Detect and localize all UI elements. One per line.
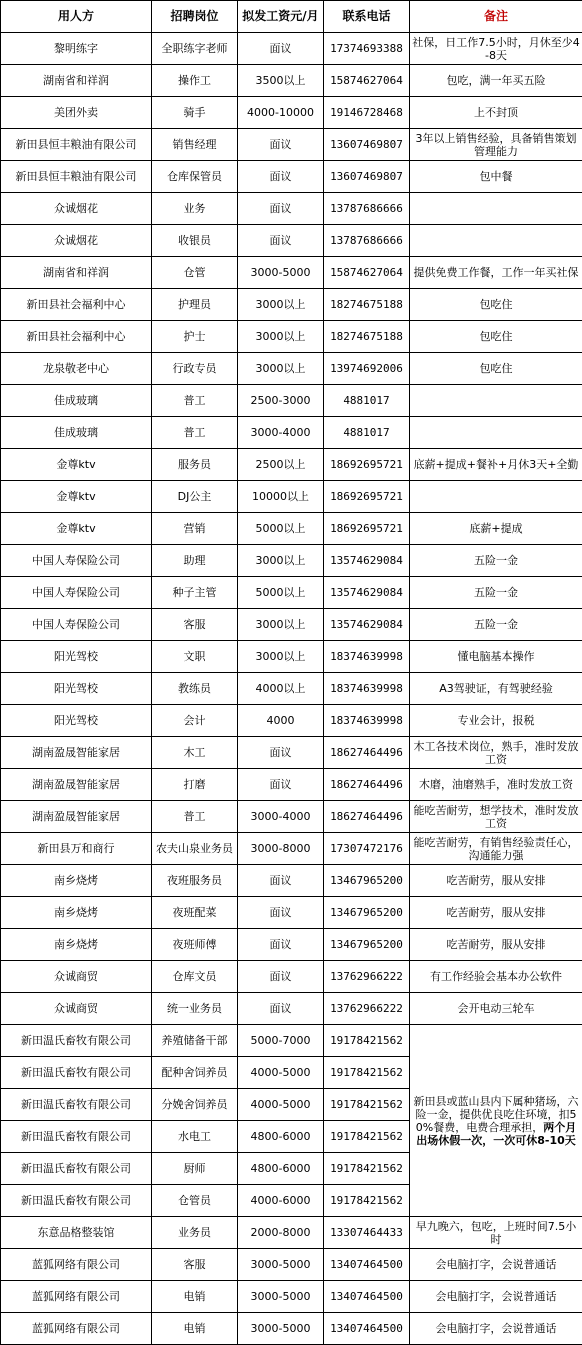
header-notes: 备注 [410, 1, 582, 33]
employer-cell: 中国人寿保险公司 [1, 609, 152, 641]
notes-cell: 五险一金 [410, 545, 582, 577]
employer-cell: 新田温氏畜牧有限公司 [1, 1153, 152, 1185]
salary-cell: 4800-6000 [238, 1121, 324, 1153]
position-cell: 夜班服务员 [152, 865, 238, 897]
position-cell: 服务员 [152, 449, 238, 481]
position-cell: 全职练字老师 [152, 33, 238, 65]
table-header [1, 1, 582, 33]
phone-cell: 18627464496 [324, 737, 410, 769]
salary-cell: 面议 [238, 929, 324, 961]
salary-cell: 3000-5000 [238, 257, 324, 289]
employer-cell: 众诚烟花 [1, 225, 152, 257]
phone-cell: 13762966222 [324, 961, 410, 993]
phone-cell: 18274675188 [324, 321, 410, 353]
employer-cell: 众诚商贸 [1, 993, 152, 1025]
salary-cell: 3500以上 [238, 65, 324, 97]
employer-cell: 新田温氏畜牧有限公司 [1, 1057, 152, 1089]
salary-cell: 2500-3000 [238, 385, 324, 417]
employer-cell: 新田县恒丰粮油有限公司 [1, 129, 152, 161]
employer-cell: 阳光驾校 [1, 705, 152, 737]
employer-cell: 金尊ktv [1, 449, 152, 481]
phone-cell: 13574629084 [324, 545, 410, 577]
employer-cell: 湖南盈晟智能家居 [1, 769, 152, 801]
notes-cell: A3驾驶证，有驾驶经验 [410, 673, 582, 705]
salary-cell: 2000-8000 [238, 1217, 324, 1249]
table-row [1, 449, 582, 481]
table-row [1, 897, 582, 929]
employer-cell: 中国人寿保险公司 [1, 545, 152, 577]
position-cell: 业务员 [152, 1217, 238, 1249]
phone-cell: 4881017 [324, 417, 410, 449]
salary-cell: 面议 [238, 225, 324, 257]
position-cell: 客服 [152, 609, 238, 641]
employer-cell: 金尊ktv [1, 513, 152, 545]
employer-cell: 湖南省和祥润 [1, 65, 152, 97]
employer-cell: 新田温氏畜牧有限公司 [1, 1025, 152, 1057]
phone-cell: 13467965200 [324, 865, 410, 897]
salary-cell: 3000-4000 [238, 801, 324, 833]
position-cell: 普工 [152, 417, 238, 449]
notes-cell: 会开电动三轮车 [410, 993, 582, 1025]
phone-cell: 13467965200 [324, 929, 410, 961]
phone-cell: 13607469807 [324, 129, 410, 161]
phone-cell: 18692695721 [324, 449, 410, 481]
position-cell: 会计 [152, 705, 238, 737]
phone-cell: 19178421562 [324, 1057, 410, 1089]
salary-cell: 3000-8000 [238, 833, 324, 865]
employer-cell: 新田县社会福利中心 [1, 321, 152, 353]
position-cell: 文职 [152, 641, 238, 673]
employer-cell: 东意品格整装馆 [1, 1217, 152, 1249]
salary-cell: 面议 [238, 193, 324, 225]
table-row [1, 929, 582, 961]
salary-cell: 3000-5000 [238, 1281, 324, 1313]
employer-cell: 湖南盈晟智能家居 [1, 801, 152, 833]
phone-cell: 18374639998 [324, 673, 410, 705]
salary-cell: 面议 [238, 865, 324, 897]
notes-cell: 包吃住 [410, 353, 582, 385]
position-cell: 种子主管 [152, 577, 238, 609]
salary-cell: 4000-10000 [238, 97, 324, 129]
position-cell: 普工 [152, 385, 238, 417]
salary-cell: 3000-5000 [238, 1249, 324, 1281]
salary-cell: 4000 [238, 705, 324, 737]
table-row [1, 33, 582, 65]
salary-cell: 面议 [238, 769, 324, 801]
phone-cell: 15874627064 [324, 257, 410, 289]
notes-cell: 专业会计，报税 [410, 705, 582, 737]
employer-cell: 蓝狐网络有限公司 [1, 1249, 152, 1281]
table-row [1, 577, 582, 609]
table-row [1, 1217, 582, 1249]
salary-cell: 面议 [238, 161, 324, 193]
salary-cell: 5000以上 [238, 513, 324, 545]
salary-cell: 面议 [238, 897, 324, 929]
phone-cell: 19178421562 [324, 1153, 410, 1185]
salary-cell: 面议 [238, 961, 324, 993]
salary-cell: 4000-6000 [238, 1185, 324, 1217]
phone-cell: 17374693388 [324, 33, 410, 65]
table-row [1, 129, 582, 161]
table-row [1, 833, 582, 865]
position-cell: 配种舍饲养员 [152, 1057, 238, 1089]
phone-cell: 13574629084 [324, 577, 410, 609]
position-cell: 骑手 [152, 97, 238, 129]
table-row [1, 481, 582, 513]
employer-cell: 新田温氏畜牧有限公司 [1, 1089, 152, 1121]
employer-cell: 蓝狐网络有限公司 [1, 1313, 152, 1345]
salary-cell: 3000以上 [238, 353, 324, 385]
notes-cell: 会电脑打字，会说普通话 [410, 1281, 582, 1313]
salary-cell: 2500以上 [238, 449, 324, 481]
table-row [1, 609, 582, 641]
salary-cell: 4000以上 [238, 673, 324, 705]
position-cell: 打磨 [152, 769, 238, 801]
position-cell: 业务 [152, 193, 238, 225]
phone-cell: 13974692006 [324, 353, 410, 385]
header-employer: 用人方 [1, 1, 152, 33]
notes-cell: 木工各技术岗位，熟手，准时发放工资 [410, 737, 582, 769]
header-phone: 联系电话 [324, 1, 410, 33]
notes-cell [410, 481, 582, 513]
employer-cell: 黎明练字 [1, 33, 152, 65]
phone-cell: 19178421562 [324, 1089, 410, 1121]
position-cell: 电销 [152, 1313, 238, 1345]
table-row [1, 161, 582, 193]
notes-cell: 会电脑打字，会说普通话 [410, 1249, 582, 1281]
position-cell: 统一业务员 [152, 993, 238, 1025]
position-cell: 夜班配菜 [152, 897, 238, 929]
notes-cell: 懂电脑基本操作 [410, 641, 582, 673]
position-cell: 木工 [152, 737, 238, 769]
table-row [1, 801, 582, 833]
table-row [1, 65, 582, 97]
table-row [1, 97, 582, 129]
header-row [1, 1, 582, 33]
position-cell: 厨师 [152, 1153, 238, 1185]
phone-cell: 13307464433 [324, 1217, 410, 1249]
salary-cell: 面议 [238, 33, 324, 65]
notes-cell: 底薪+提成+餐补+月休3天+全勤 [410, 449, 582, 481]
salary-cell: 面议 [238, 993, 324, 1025]
table-row [1, 737, 582, 769]
position-cell: 养殖储备干部 [152, 1025, 238, 1057]
notes-text-emphasis: 两个月出场休假一次，一次可休8-10天 [416, 1120, 577, 1147]
table-row [1, 961, 582, 993]
table-row [1, 513, 582, 545]
employer-cell: 南乡烧烤 [1, 897, 152, 929]
table-row [1, 417, 582, 449]
position-cell: 仓库保管员 [152, 161, 238, 193]
employer-cell: 众诚商贸 [1, 961, 152, 993]
notes-cell: 吃苦耐劳，服从安排 [410, 865, 582, 897]
notes-cell: 3年以上销售经验，具备销售策划管理能力 [410, 129, 582, 161]
notes-cell [410, 385, 582, 417]
phone-cell: 18374639998 [324, 705, 410, 737]
table-row [1, 1281, 582, 1313]
position-cell: 农夫山泉业务员 [152, 833, 238, 865]
phone-cell: 19178421562 [324, 1121, 410, 1153]
table-row [1, 289, 582, 321]
salary-cell: 5000以上 [238, 577, 324, 609]
employer-cell: 湖南省和祥润 [1, 257, 152, 289]
employer-cell: 阳光驾校 [1, 673, 152, 705]
notes-cell: 吃苦耐劳，服从安排 [410, 929, 582, 961]
position-cell: 营销 [152, 513, 238, 545]
employer-cell: 中国人寿保险公司 [1, 577, 152, 609]
phone-cell: 13762966222 [324, 993, 410, 1025]
position-cell: 护理员 [152, 289, 238, 321]
employer-cell: 佳成玻璃 [1, 417, 152, 449]
notes-cell: 吃苦耐劳，服从安排 [410, 897, 582, 929]
table-row [1, 1025, 582, 1057]
notes-cell: 包吃住 [410, 289, 582, 321]
notes-cell: 包中餐 [410, 161, 582, 193]
phone-cell: 18692695721 [324, 481, 410, 513]
table-row [1, 353, 582, 385]
employer-cell: 南乡烧烤 [1, 865, 152, 897]
table-row [1, 385, 582, 417]
table-row [1, 865, 582, 897]
position-cell: 电销 [152, 1281, 238, 1313]
salary-cell: 3000以上 [238, 289, 324, 321]
phone-cell: 13407464500 [324, 1249, 410, 1281]
employer-cell: 蓝狐网络有限公司 [1, 1281, 152, 1313]
position-cell: 销售经理 [152, 129, 238, 161]
table-row [1, 769, 582, 801]
employer-cell: 美团外卖 [1, 97, 152, 129]
notes-cell: 有工作经验会基本办公软件 [410, 961, 582, 993]
employer-cell: 新田温氏畜牧有限公司 [1, 1121, 152, 1153]
phone-cell: 17307472176 [324, 833, 410, 865]
notes-cell [410, 225, 582, 257]
salary-cell: 4800-6000 [238, 1153, 324, 1185]
phone-cell: 4881017 [324, 385, 410, 417]
notes-cell: 五险一金 [410, 609, 582, 641]
salary-cell: 面议 [238, 129, 324, 161]
header-salary: 拟发工资元/月 [238, 1, 324, 33]
phone-cell: 19178421562 [324, 1025, 410, 1057]
table-row [1, 545, 582, 577]
salary-cell: 3000-4000 [238, 417, 324, 449]
position-cell: 水电工 [152, 1121, 238, 1153]
phone-cell: 15874627064 [324, 65, 410, 97]
notes-cell: 包吃住 [410, 321, 582, 353]
salary-cell: 面议 [238, 737, 324, 769]
phone-cell: 18374639998 [324, 641, 410, 673]
salary-cell: 5000-7000 [238, 1025, 324, 1057]
position-cell: 仓库文员 [152, 961, 238, 993]
notes-cell: 包吃，满一年买五险 [410, 65, 582, 97]
employer-cell: 金尊ktv [1, 481, 152, 513]
table-row [1, 193, 582, 225]
table-row [1, 321, 582, 353]
table-row [1, 1313, 582, 1345]
salary-cell: 3000以上 [238, 641, 324, 673]
position-cell: 收银员 [152, 225, 238, 257]
phone-cell: 19146728468 [324, 97, 410, 129]
employer-cell: 众诚烟花 [1, 193, 152, 225]
phone-cell: 18627464496 [324, 801, 410, 833]
employer-cell: 湖南盈晟智能家居 [1, 737, 152, 769]
salary-cell: 3000以上 [238, 609, 324, 641]
employer-cell: 新田县恒丰粮油有限公司 [1, 161, 152, 193]
phone-cell: 13607469807 [324, 161, 410, 193]
employer-cell: 新田县社会福利中心 [1, 289, 152, 321]
notes-cell: 会电脑打字，会说普通话 [410, 1313, 582, 1345]
position-cell: 仓管 [152, 257, 238, 289]
position-cell: 行政专员 [152, 353, 238, 385]
notes-cell: 能吃苦耐劳，想学技术，准时发放工资 [410, 801, 582, 833]
phone-cell: 18627464496 [324, 769, 410, 801]
phone-cell: 18274675188 [324, 289, 410, 321]
notes-cell [410, 193, 582, 225]
employer-cell: 阳光驾校 [1, 641, 152, 673]
notes-cell: 五险一金 [410, 577, 582, 609]
notes-cell [410, 417, 582, 449]
position-cell: 客服 [152, 1249, 238, 1281]
position-cell: 护士 [152, 321, 238, 353]
salary-cell: 3000以上 [238, 321, 324, 353]
position-cell: 教练员 [152, 673, 238, 705]
employer-cell: 龙泉敬老中心 [1, 353, 152, 385]
position-cell: 助理 [152, 545, 238, 577]
notes-cell: 社保，日工作7.5小时，月休至少4-8天 [410, 33, 582, 65]
salary-cell: 4000-5000 [238, 1089, 324, 1121]
phone-cell: 13407464500 [324, 1281, 410, 1313]
notes-cell: 上不封顶 [410, 97, 582, 129]
table-row [1, 705, 582, 737]
phone-cell: 13787686666 [324, 225, 410, 257]
notes-cell: 能吃苦耐劳，有销售经验责任心，沟通能力强 [410, 833, 582, 865]
table-body [1, 33, 582, 1345]
notes-text: 新田县或蓝山县内下属种猪场，六险一金，提供优良吃住环境，扣50%餐费，电费合理承担， [413, 1094, 579, 1134]
phone-cell: 13407464500 [324, 1313, 410, 1345]
table-row [1, 1249, 582, 1281]
employer-cell: 新田温氏畜牧有限公司 [1, 1185, 152, 1217]
position-cell: 操作工 [152, 65, 238, 97]
notes-cell: 木磨，油磨熟手，准时发放工资 [410, 769, 582, 801]
notes-cell: 提供免费工作餐，工作一年买社保 [410, 257, 582, 289]
salary-cell: 3000-5000 [238, 1313, 324, 1345]
position-cell: 夜班师傅 [152, 929, 238, 961]
notes-cell: 早九晚六，包吃，上班时间7.5小时 [410, 1217, 582, 1249]
table-row [1, 993, 582, 1025]
position-cell: 分娩舍饲养员 [152, 1089, 238, 1121]
table-row [1, 257, 582, 289]
employer-cell: 南乡烧烤 [1, 929, 152, 961]
position-cell: DJ公主 [152, 481, 238, 513]
table-row [1, 225, 582, 257]
phone-cell: 13787686666 [324, 193, 410, 225]
phone-cell: 19178421562 [324, 1185, 410, 1217]
employer-cell: 佳成玻璃 [1, 385, 152, 417]
table-row [1, 673, 582, 705]
salary-cell: 4000-5000 [238, 1057, 324, 1089]
position-cell: 普工 [152, 801, 238, 833]
salary-cell: 3000以上 [238, 545, 324, 577]
position-cell: 仓管员 [152, 1185, 238, 1217]
phone-cell: 13574629084 [324, 609, 410, 641]
phone-cell: 13467965200 [324, 897, 410, 929]
notes-cell-merged [410, 1025, 582, 1217]
notes-cell: 底薪+提成 [410, 513, 582, 545]
table-row [1, 641, 582, 673]
employer-cell: 新田县万和商行 [1, 833, 152, 865]
phone-cell: 18692695721 [324, 513, 410, 545]
salary-cell: 10000以上 [238, 481, 324, 513]
header-position: 招聘岗位 [152, 1, 238, 33]
